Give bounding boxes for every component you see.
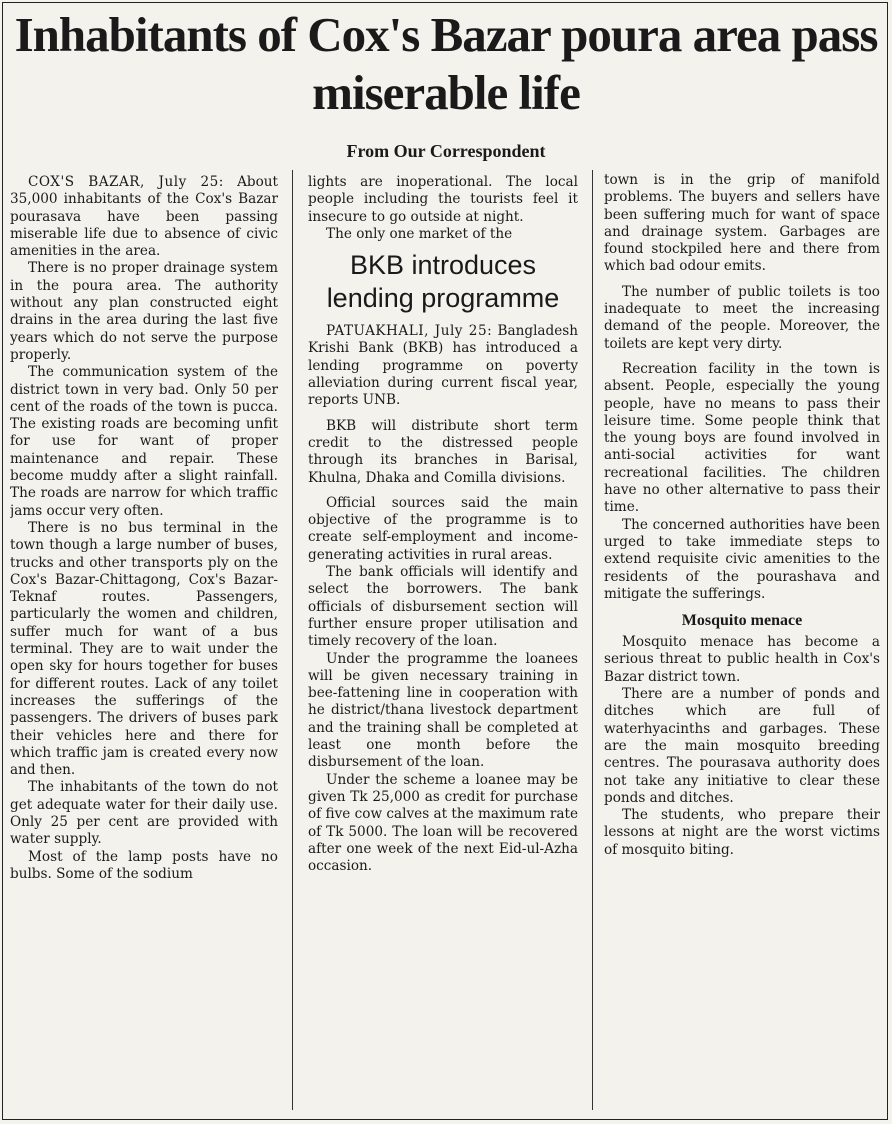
paragraph: town is in the grip of manifold problems. The buyers and sellers have been suffering much for want of space and drainage system. Garbages are found stockpiled here and there from which bad odour emits. <box>604 172 880 275</box>
dateline: PATUAKHALI, July 25: <box>326 323 493 340</box>
paragraph: Under the programme the loanees will be given necessary training in bee-fattening line in cooperation with he district/thana livestock department and the training shall be completed at least one month before the disbursement of the loan. <box>308 650 578 771</box>
paragraph <box>308 323 578 409</box>
column-1 <box>10 174 278 1114</box>
sub-headline: BKB introduces lending programme <box>326 250 560 314</box>
paragraph: Recreation facility in the town is absent. People, especially the young people, have no means to pass their leisure time. Some people think that the young boys are found involved in anti-social activities for want recreational facilities. The children have no other alternative to pass their time. <box>604 360 880 516</box>
paragraph-text: About 35,000 inhabitants of the Cox's Bazar pourasava have been passing miserable life due to absence of civic amenities in the area. <box>10 174 278 260</box>
paragraph: Mosquito menace has become a serious threat to public health in Cox's Bazar district town. <box>604 634 880 685</box>
paragraph: The only one market of the <box>326 225 513 242</box>
byline: From Our Correspondent <box>346 141 546 161</box>
paragraph: There are a number of ponds and ditches which are full of waterhyacinths and garbages. These are the main mosquito breeding centres. The pourasava authority does not take any initiative to clear these ponds and ditches. <box>604 686 880 806</box>
paragraph: There is no bus terminal in the town though a large number of buses, trucks and other transports ply on the Cox's Bazar-Chittagong, Cox's Bazar-Teknaf routes. Passengers, particularly the women and children, suffer much for want of a bus terminal. They are to wait under the open sky for hours together for buses for different routes. Lack of any toilet increases the sufferings of the passengers. The drivers of buses park their vehicles here and there for which traffic jam is created every now and then. <box>10 519 278 779</box>
column-rule <box>292 170 293 1110</box>
paragraph: lights are inoperational. The local people including the tourists feel it insecure to go outside at night. <box>308 174 578 225</box>
paragraph: The concerned authorities have been urged to take immediate steps to extend requisite civic amenities to the residents of the pourashava and mitigate the sufferings. <box>604 516 880 602</box>
paragraph: Under the scheme a loanee may be given Tk 25,000 as credit for purchase of five cow calves at the maximum rate of Tk 5000. The loan will be recovered after one week of the next Eid-ul-Azha occasion. <box>308 771 578 875</box>
section-heading: Mosquito menace <box>681 612 803 630</box>
column-rule <box>592 170 593 1110</box>
paragraph <box>10 174 278 260</box>
headline: Inhabitants of Cox's Bazar poura area pass miserable life <box>14 7 878 120</box>
paragraph: Most of the lamp posts have no bulbs. Some of the sodium <box>10 848 278 882</box>
paragraph: There is no proper drainage system in the poura area. The authority without any plan constructed eight drains in the area during the last five years which do not serve the purpose properly. <box>10 260 278 363</box>
paragraph: Official sources said the main objective of the programme is to create self-employment and income-generating activities in rural areas. <box>308 494 578 563</box>
paragraph: The communication system of the district town in very bad. Only 50 per cent of the roads of the town is pucca. The existing roads are becoming unfit for use for want of proper maintenance and repair. These become muddy after a slight rainfall. The roads are narrow for which traffic jams occur very often. <box>10 364 278 519</box>
paragraph: BKB will distribute short term credit to the distressed people through its branches in Barisal, Khulna, Dhaka and Comilla divisions. <box>308 417 578 486</box>
column-2 <box>308 174 578 1114</box>
column-3 <box>604 172 880 1102</box>
paragraph: The inhabitants of the town do not get adequate water for their daily use. Only 25 per cent are provided with water supply. <box>10 779 278 848</box>
paragraph: The students, who prepare their lessons at night are the worst victims of mosquito biting. <box>604 807 880 858</box>
paragraph-text: Bangladesh Krishi Bank (BKB) has introduced a lending programme on poverty alleviation during current fiscal year, reports UNB. <box>308 323 578 409</box>
paragraph: The number of public toilets is too inadequate to meet the increasing demand of the people. Moreover, the toilets are kept very dirty. <box>604 283 880 352</box>
dateline: COX'S BAZAR, July 25: <box>28 174 224 190</box>
paragraph: The bank officials will identify and select the borrowers. The bank officials of disbursement section will further ensure proper utilisation and timely recovery of the loan. <box>308 564 578 650</box>
